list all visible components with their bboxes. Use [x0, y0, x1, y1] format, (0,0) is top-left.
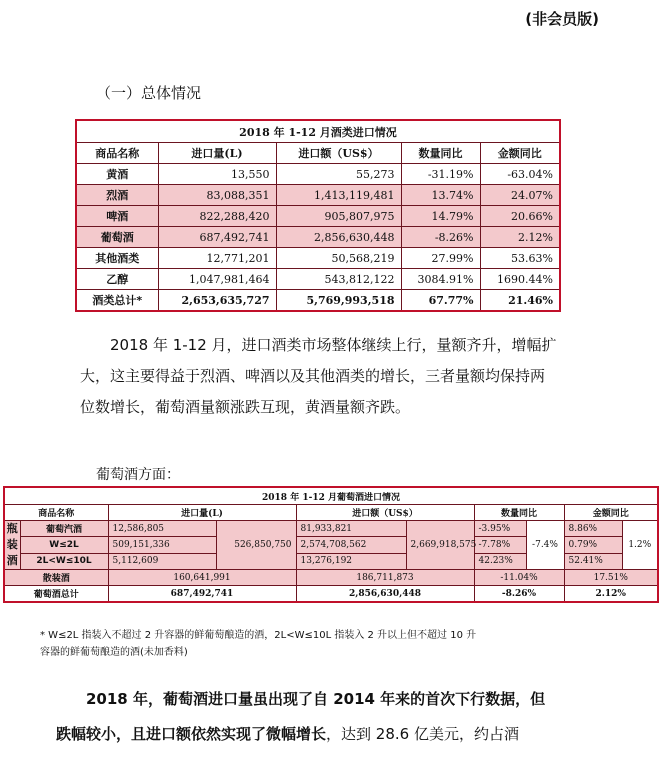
row-name: 啤酒 [76, 206, 158, 227]
row-volume: 12,771,201 [158, 248, 276, 269]
row-qty-yoy: -3.95% [474, 521, 526, 537]
table-row [76, 227, 560, 248]
table-title-row [76, 120, 560, 143]
row-name: 散装酒 [4, 570, 108, 586]
bottled-total-value: 2,669,918,575 [406, 521, 474, 570]
row-value: 13,276,192 [296, 553, 406, 569]
wine-import-table [3, 486, 659, 603]
row-value-yoy: 52.41% [564, 553, 622, 569]
footnote-line: * W≤2L 指装入不超过 2 升容器的鲜葡萄酿造的酒，2L<W≤10L 指装入 2 升以上但不超过 10 升 [40, 630, 477, 641]
row-volume: 12,586,805 [108, 521, 216, 537]
wine-paragraph [56, 682, 616, 752]
bottled-total-qty-yoy: -7.4% [526, 521, 564, 570]
table-header-row [76, 143, 560, 164]
total-volume: 2,653,635,727 [158, 290, 276, 312]
table-row [4, 521, 658, 537]
row-value-yoy: 1690.44% [480, 269, 560, 290]
row-name: 2L<W≤10L [20, 553, 108, 569]
header-value-yoy: 金额同比 [564, 505, 658, 521]
row-volume: 160,641,991 [108, 570, 296, 586]
table2-total-row [4, 586, 658, 603]
section-title: （一）总体情况 [96, 84, 202, 102]
table-row [4, 570, 658, 586]
row-qty-yoy: 14.79% [401, 206, 480, 227]
wine-heading: 葡萄酒方面： [96, 467, 180, 483]
row-value-yoy: 0.79% [564, 537, 622, 553]
row-name: 乙醇 [76, 269, 158, 290]
wine-paragraph-text: ，达到 28.6 亿美元，约占酒 [326, 725, 519, 743]
row-qty-yoy: 27.99% [401, 248, 480, 269]
row-value-yoy: 8.86% [564, 521, 622, 537]
header-volume: 进口量(L) [158, 143, 276, 164]
row-name: W≤2L [20, 537, 108, 553]
overview-line: 2018 年 1-12 月，进口酒类市场整体继续上行，量额齐升，增幅扩 [110, 336, 557, 354]
row-value: 1,413,119,481 [276, 185, 401, 206]
row-volume: 83,088,351 [158, 185, 276, 206]
header-volume: 进口量(L) [108, 505, 296, 521]
bottled-total-value-yoy: 1.2% [622, 521, 658, 570]
bottled-group-label [4, 521, 20, 570]
row-value: 186,711,873 [296, 570, 474, 586]
header-value: 进口额（US$） [296, 505, 474, 521]
row-name: 烈酒 [76, 185, 158, 206]
wine-paragraph-bold: 2018 年，葡萄酒进口量虽出现了自 2014 年来的首次下行数据，但 [86, 690, 546, 708]
row-value: 55,273 [276, 164, 401, 185]
row-value-yoy: 2.12% [480, 227, 560, 248]
row-name: 黄酒 [76, 164, 158, 185]
row-value-yoy: 20.66% [480, 206, 560, 227]
row-value: 81,933,821 [296, 521, 406, 537]
wine-paragraph-bold: 跌幅较小，且进口额依然实现了微幅增长 [56, 725, 327, 743]
row-volume: 5,112,609 [108, 553, 216, 569]
group-char: 瓶 [6, 522, 18, 535]
total-volume: 687,492,741 [108, 586, 296, 603]
row-qty-yoy: -31.19% [401, 164, 480, 185]
row-value-yoy: -63.04% [480, 164, 560, 185]
table-total-row [76, 290, 560, 312]
row-qty-yoy: 42.23% [474, 553, 526, 569]
row-volume: 1,047,981,464 [158, 269, 276, 290]
header-name: 商品名称 [76, 143, 158, 164]
row-value: 50,568,219 [276, 248, 401, 269]
total-qty-yoy: 67.77% [401, 290, 480, 312]
total-value-yoy: 2.12% [564, 586, 658, 603]
total-name: 葡萄酒总计 [4, 586, 108, 603]
row-volume: 687,492,741 [158, 227, 276, 248]
total-qty-yoy: -8.26% [474, 586, 564, 603]
row-qty-yoy: -11.04% [474, 570, 564, 586]
liquor-import-table [75, 119, 561, 312]
row-value-yoy: 24.07% [480, 185, 560, 206]
row-qty-yoy: 3084.91% [401, 269, 480, 290]
total-value: 5,769,993,518 [276, 290, 401, 312]
member-version-tag: (非会员版) [525, 10, 599, 28]
row-name: 葡萄酒 [76, 227, 158, 248]
table-title: 2018 年 1-12 月酒类进口情况 [76, 120, 560, 143]
group-char: 装 [6, 538, 18, 551]
header-value-yoy: 金额同比 [480, 143, 560, 164]
row-value: 2,856,630,448 [276, 227, 401, 248]
total-name: 酒类总计* [76, 290, 158, 312]
table2-title-row [4, 487, 658, 505]
row-volume: 509,151,336 [108, 537, 216, 553]
row-qty-yoy: -7.78% [474, 537, 526, 553]
header-value: 进口额（US$） [276, 143, 401, 164]
row-qty-yoy: -8.26% [401, 227, 480, 248]
row-value: 543,812,122 [276, 269, 401, 290]
table-row [76, 164, 560, 185]
group-char: 酒 [6, 554, 18, 567]
row-volume: 822,288,420 [158, 206, 276, 227]
footnote [40, 627, 610, 661]
table-row [76, 206, 560, 227]
row-volume: 13,550 [158, 164, 276, 185]
overview-line: 大，这主要得益于烈酒、啤酒以及其他酒类的增长，三者量额均保持两 [80, 367, 546, 385]
row-value: 2,574,708,562 [296, 537, 406, 553]
table2-title: 2018 年 1-12 月葡萄酒进口情况 [4, 487, 658, 505]
row-value: 905,807,975 [276, 206, 401, 227]
row-name: 葡萄汽酒 [20, 521, 108, 537]
header-qty-yoy: 数量同比 [401, 143, 480, 164]
total-value: 2,856,630,448 [296, 586, 474, 603]
table-row [76, 269, 560, 290]
header-name: 商品名称 [4, 505, 108, 521]
row-qty-yoy: 13.74% [401, 185, 480, 206]
row-value-yoy: 53.63% [480, 248, 560, 269]
header-qty-yoy: 数量同比 [474, 505, 564, 521]
bottled-total-volume: 526,850,750 [216, 521, 296, 570]
row-name: 其他酒类 [76, 248, 158, 269]
table-row [76, 248, 560, 269]
overview-paragraph [80, 330, 600, 423]
table-row [76, 185, 560, 206]
table2-header-row [4, 505, 658, 521]
overview-line: 位数增长，葡萄酒量额涨跌互现，黄酒量额齐跌。 [80, 398, 411, 416]
footnote-line: 容器的鲜葡萄酿造的酒(未加香料) [40, 647, 188, 658]
row-value-yoy: 17.51% [564, 570, 658, 586]
total-value-yoy: 21.46% [480, 290, 560, 312]
